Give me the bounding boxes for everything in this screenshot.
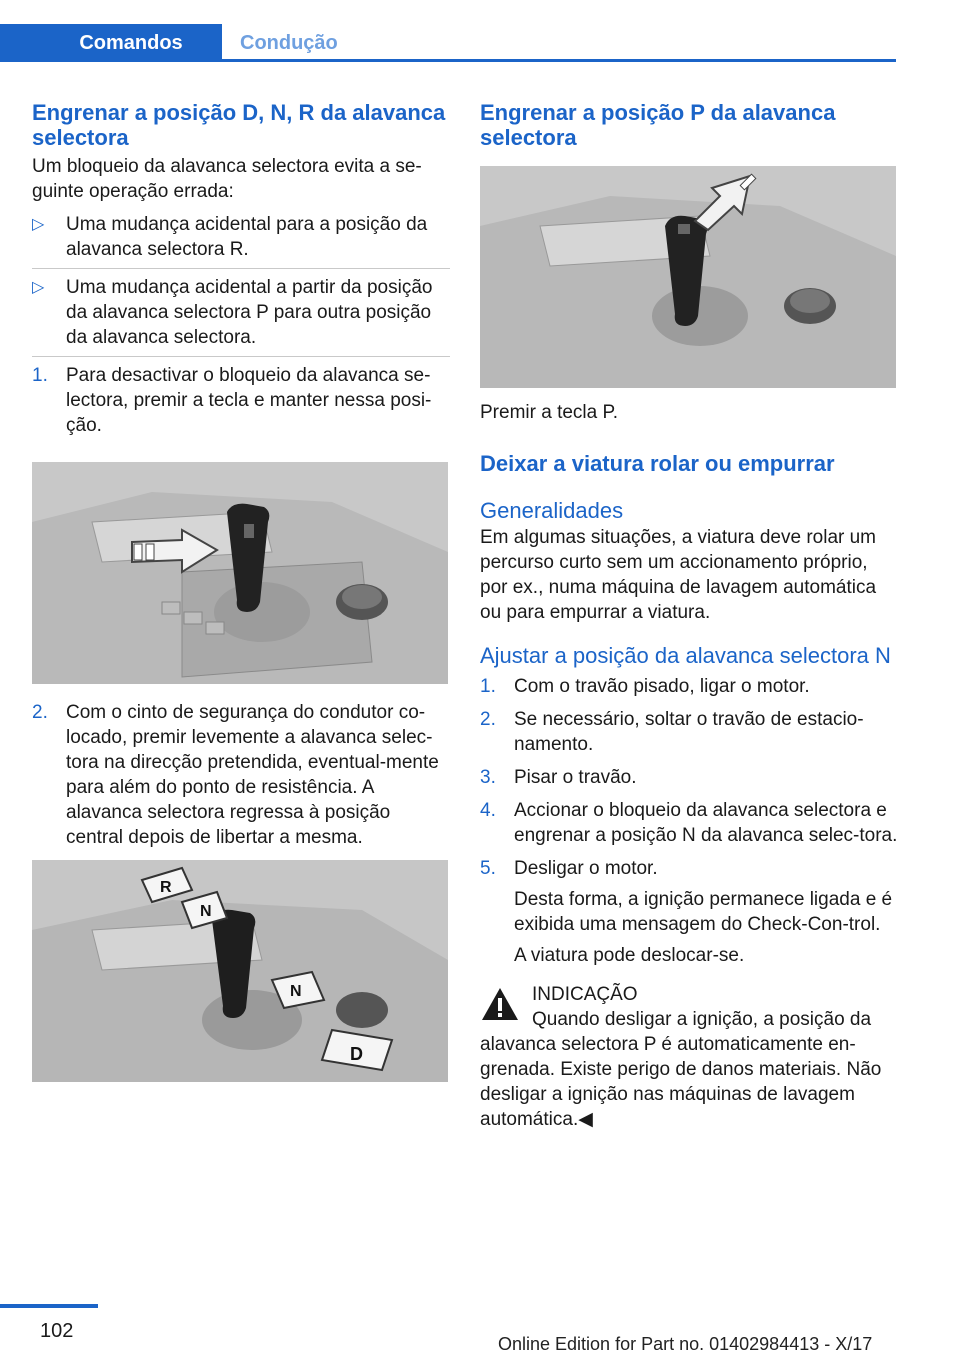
generalidades-text: Em algumas situações, a viatura deve rolar um percurso curto sem um accionamento próprio, por ex., numa máquina de lavagem automática ou para empurrar a viatura. xyxy=(480,527,877,623)
warning-text xyxy=(480,1007,898,1132)
heading-engage-p: Engrenar a posição P da alavanca selectora xyxy=(480,100,836,150)
step-number: 1. xyxy=(480,676,496,697)
tab-comandos[interactable]: Comandos xyxy=(0,24,222,62)
step-5-note-2: A viatura pode deslocar-se. xyxy=(514,945,745,966)
heading-set-n: Ajustar a posição da alavanca selectora N xyxy=(480,643,891,668)
step-list xyxy=(32,700,450,850)
heading-engage-dnr: Engrenar a posição D, N, R da alavanca selectora xyxy=(32,100,446,150)
step-number: 1. xyxy=(32,365,48,386)
heading-roll-push: Deixar a viatura rolar ou empurrar xyxy=(480,451,835,476)
list-item: ▷ Uma mudança acidental para a posição da alavanca selectora R. xyxy=(32,214,428,260)
step-number: 2. xyxy=(32,702,48,723)
step-number: 5. xyxy=(480,858,496,879)
gear-lever-positions-illustration xyxy=(32,860,448,1082)
step-list xyxy=(480,674,898,968)
footer-rule xyxy=(0,1304,98,1308)
photo-p-button xyxy=(480,166,896,388)
label-n-lower: N xyxy=(290,983,302,1000)
p-button-illustration xyxy=(480,166,896,388)
step-item xyxy=(480,765,898,790)
step-number: 4. xyxy=(480,800,496,821)
step-text: Para desactivar o bloqueio da alavanca se-lectora, premir a tecla e manter nessa posi-ção. xyxy=(66,365,432,436)
label-n-upper: N xyxy=(200,903,212,920)
step-item xyxy=(480,856,898,968)
left-column xyxy=(32,100,450,1082)
step-item xyxy=(480,798,898,848)
step-text: Com o cinto de segurança do condutor co-locado, premir levemente a alavanca selec-tora na direcção pretendida, eventual-mente para além do ponto de resistência. A alavanca selectora regressa à posição central depois de libertar a mesma. xyxy=(66,702,439,848)
warning-text-line1: Quando desligar a ignição, a posição da xyxy=(532,1009,872,1030)
label-d: D xyxy=(350,1044,363,1064)
step-number: 3. xyxy=(480,767,496,788)
warning-title: INDICAÇÃO xyxy=(532,984,638,1005)
divider xyxy=(32,268,450,269)
warning-text-rest: alavanca selectora P é automaticamente en-grenada. Existe perigo de danos materiais. Não desligar a ignição nas máquinas de lavagem automática.◀ xyxy=(480,1034,882,1130)
triangle-bullet-icon: ▷ xyxy=(32,279,45,296)
tab-bar-rule xyxy=(0,59,896,62)
step-text: Pisar o travão. xyxy=(514,767,637,788)
caption-press-p: Premir a tecla P. xyxy=(480,402,618,423)
heading-generalidades: Generalidades xyxy=(480,498,624,523)
warning-note xyxy=(480,982,898,1132)
page-number: 102 xyxy=(40,1320,74,1342)
tab-conducao[interactable]: Condução xyxy=(240,32,338,54)
gear-lever-unlock-illustration xyxy=(32,462,448,684)
section-tab-bar xyxy=(0,24,896,62)
label-r: R xyxy=(160,879,172,896)
warning-triangle-icon xyxy=(480,986,520,1022)
intro-text: Um bloqueio da alavanca selectora evita a se-guinte operação errada: xyxy=(32,156,422,202)
step-text: Accionar o bloqueio da alavanca selectora e engrenar a posição N da alavanca selec-tora. xyxy=(514,800,898,846)
step-text: Desligar o motor. xyxy=(514,858,658,879)
photo-gear-lever-positions xyxy=(32,860,448,1082)
step-5-note: Desta forma, a ignição permanece ligada e é exibida uma mensagem do Check-Con-trol. xyxy=(514,889,893,935)
step-number: 2. xyxy=(480,709,496,730)
step-list xyxy=(32,363,450,438)
triangle-bullet-icon: ▷ xyxy=(32,216,45,233)
step-text: Se necessário, soltar o travão de estacio-namento. xyxy=(514,709,864,755)
step-item xyxy=(32,700,450,850)
step-item xyxy=(32,363,450,438)
step-text: Com o travão pisado, ligar o motor. xyxy=(514,676,810,697)
bullet-list xyxy=(32,212,450,357)
divider xyxy=(32,356,450,357)
list-item: ▷ Uma mudança acidental a partir da posição da alavanca selectora P para outra posição da alavanca selectora. xyxy=(32,277,433,348)
photo-gear-lever-unlock xyxy=(32,462,448,684)
edition-text: Online Edition for Part no. 01402984413 - X/17 xyxy=(498,1334,873,1354)
step-item xyxy=(480,674,898,699)
right-column xyxy=(480,100,898,1132)
step-item xyxy=(480,707,898,757)
